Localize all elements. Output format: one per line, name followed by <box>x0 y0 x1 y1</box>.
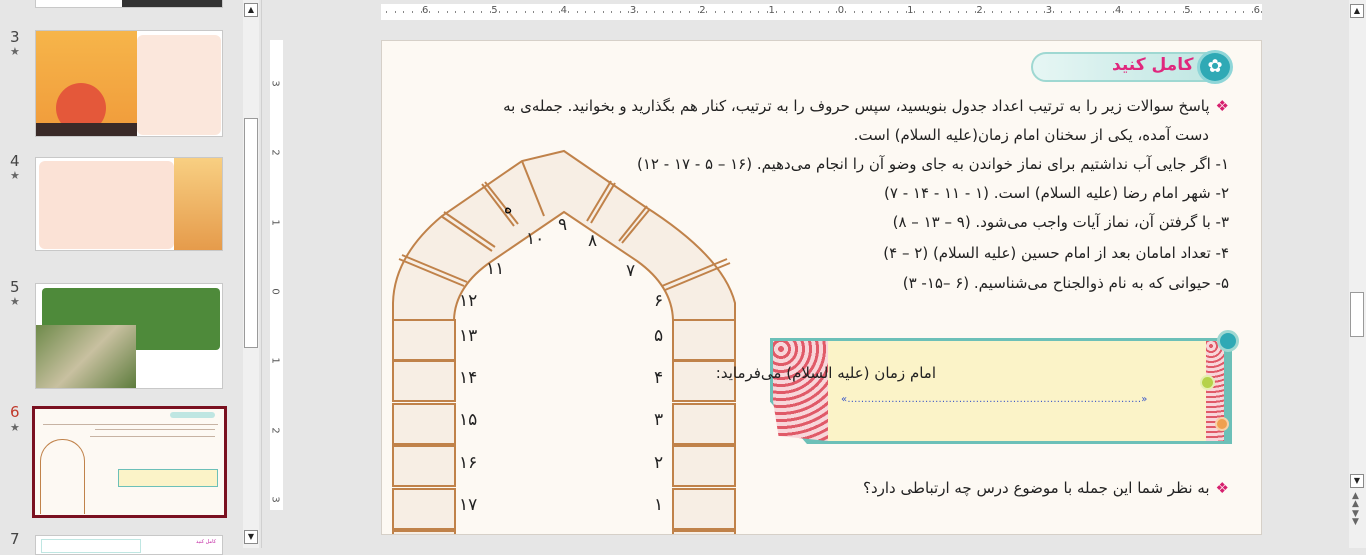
ruler-tick <box>481 11 482 13</box>
arch-number-7: ۷ <box>626 261 636 281</box>
arch-number-left: ۱۳ <box>459 326 478 346</box>
slide-thumbnail-3[interactable] <box>35 30 223 137</box>
ruler-tick <box>732 11 733 13</box>
ruler-tick <box>603 11 604 13</box>
ruler-tick <box>888 11 889 13</box>
ruler-tick <box>672 11 673 13</box>
ruler-tick <box>828 11 829 13</box>
arch-brick <box>393 446 455 486</box>
arch-brick <box>393 404 455 444</box>
ruler-label: 5 <box>1184 5 1191 16</box>
final-question <box>863 479 1229 497</box>
ruler-tick <box>1235 11 1236 13</box>
bullet-icon: ❖ <box>1215 97 1229 115</box>
ruler-tick <box>663 11 664 13</box>
ruler-tick <box>1001 11 1002 13</box>
slide-number: 6 <box>10 403 20 421</box>
arch-brick <box>673 489 735 529</box>
arch-top <box>393 151 735 320</box>
ruler-tick <box>1027 11 1028 13</box>
thumbnail-scrollbar[interactable] <box>243 0 259 548</box>
ruler-tick <box>464 11 465 13</box>
slide-thumbnail-6-selected[interactable] <box>32 406 227 518</box>
ruler-tick <box>594 11 595 13</box>
ruler-tick <box>447 11 448 13</box>
ruler-tick <box>412 11 413 13</box>
ruler-tick <box>1079 11 1080 13</box>
arch-puzzle <box>382 41 1262 535</box>
ruler-tick <box>1105 11 1106 13</box>
ruler-label: 1 <box>907 5 914 16</box>
arch-number-left: ۱۲ <box>459 291 478 311</box>
flower-gear-icon: ✿ <box>1197 50 1233 84</box>
ruler-tick <box>836 11 837 13</box>
question-3: ۳- با گرفتن آن، نماز آیات واجب می‌شود. (۹ – ۱۳ – ۸) <box>892 213 1229 231</box>
ruler-tick <box>880 11 881 13</box>
next-slide-icon[interactable]: ▼ ▼ <box>1352 509 1359 527</box>
ruler-tick <box>1087 11 1088 13</box>
arch-number-8: ۸ <box>588 231 598 251</box>
ruler-label: 3 <box>269 496 281 503</box>
ruler-tick <box>386 11 387 13</box>
ruler-tick <box>395 11 396 13</box>
slide-number: 7 <box>10 530 20 548</box>
ruler-label: 3 <box>269 80 281 87</box>
ruler-tick <box>784 11 785 13</box>
editor-scrollbar[interactable] <box>1349 0 1366 548</box>
arch-number-left: ۱۵ <box>459 410 478 430</box>
bullet-icon: ❖ <box>1215 479 1229 497</box>
arch-number-right: ۱ <box>654 495 664 515</box>
ruler-tick <box>1036 11 1037 13</box>
arch-number-right: ۵ <box>654 326 664 346</box>
arch-brick <box>393 531 455 535</box>
slide-thumbnail-7[interactable] <box>35 535 223 555</box>
slide-thumbnail-4[interactable] <box>35 157 223 251</box>
ruler-label: 4 <box>560 5 567 16</box>
question-5: ۵- حیوانی که به نام ذوالجناح می‌شناسیم. (۶ –۱۵- ۳) <box>902 274 1229 292</box>
arch-number-right: ۲ <box>654 453 664 473</box>
ruler-label: 1 <box>768 5 775 16</box>
ruler-tick <box>819 11 820 13</box>
ruler-tick <box>1191 11 1192 13</box>
slide-number: 3 <box>10 28 20 46</box>
flower-icon <box>1215 417 1229 431</box>
scroll-up-icon[interactable]: ▲ <box>1350 4 1364 18</box>
ruler-tick <box>1122 11 1123 13</box>
ruler-tick <box>750 11 751 13</box>
ruler-label: 4 <box>1115 5 1122 16</box>
ruler-tick <box>507 11 508 13</box>
arch-brick <box>393 320 455 360</box>
ruler-tick <box>1070 11 1071 13</box>
ruler-tick <box>1044 11 1045 13</box>
ruler-tick <box>421 11 422 13</box>
ruler-tick <box>1217 11 1218 13</box>
arch-brick <box>673 404 735 444</box>
slide-number: 4 <box>10 152 20 170</box>
ruler-tick <box>542 11 543 13</box>
ruler-tick <box>854 11 855 13</box>
ruler-label: 1 <box>269 218 281 226</box>
ruler-label: 2 <box>976 5 983 16</box>
arch-brick <box>673 446 735 486</box>
ruler-tick <box>429 11 430 13</box>
ruler-label: 3 <box>1045 5 1053 16</box>
arch-number-left: ۱۴ <box>459 368 478 388</box>
ruler-tick <box>1209 11 1210 13</box>
arch-number-9: ۹ <box>558 215 568 235</box>
ruler-tick <box>845 11 846 13</box>
ruler-tick <box>932 11 933 13</box>
filled-letter: ه <box>504 198 513 217</box>
ruler-tick <box>975 11 976 13</box>
arch-number-10: ۱۰ <box>526 229 545 249</box>
animation-star-icon: ★ <box>10 45 20 58</box>
ruler-tick <box>533 11 534 13</box>
ruler-tick <box>1139 11 1140 13</box>
ruler-tick <box>1096 11 1097 13</box>
final-question-text: به نظر شما این جمله با موضوع درس چه ارتباطی دارد؟ <box>863 479 1210 497</box>
question-2: ۲- شهر امام رضا (علیه السلام) است. (۱ - ۱۱ - ۱۴ - ۷) <box>884 184 1229 202</box>
ruler-tick <box>551 11 552 13</box>
ruler-tick <box>698 11 699 13</box>
ruler-tick <box>559 11 560 13</box>
ruler-tick <box>776 11 777 13</box>
quote-title: امام زمان (علیه السلام) می‌فرماید: <box>715 364 936 382</box>
ruler-tick <box>1131 11 1132 13</box>
arch-number-left: ۱۷ <box>459 495 478 515</box>
ruler-tick <box>455 11 456 13</box>
ruler-tick <box>516 11 517 13</box>
ruler-tick <box>620 11 621 13</box>
ruler-tick <box>1200 11 1201 13</box>
vertical-ruler[interactable] <box>270 40 283 510</box>
ruler-tick <box>1018 11 1019 13</box>
slide-thumbnail-5[interactable] <box>35 283 223 389</box>
ruler-tick <box>984 11 985 13</box>
ruler-tick <box>767 11 768 13</box>
ruler-tick <box>949 11 950 13</box>
arch-brick <box>673 531 735 535</box>
ruler-tick <box>810 11 811 13</box>
ruler-label: 5 <box>491 5 498 16</box>
ruler-tick <box>654 11 655 13</box>
ruler-tick <box>689 11 690 13</box>
ruler-label: 1 <box>269 357 281 364</box>
ruler-tick <box>438 11 439 13</box>
ruler-tick <box>1010 11 1011 13</box>
slide-number: 5 <box>10 278 20 296</box>
ruler-tick <box>680 11 681 13</box>
ruler-tick <box>646 11 647 13</box>
ruler-tick <box>906 11 907 13</box>
ruler-tick <box>1183 11 1184 13</box>
ruler-tick <box>966 11 967 13</box>
ruler-tick <box>724 11 725 13</box>
animation-star-icon: ★ <box>10 421 20 434</box>
scroll-down-icon[interactable]: ▼ <box>244 530 258 544</box>
ruler-tick <box>499 11 500 13</box>
quote-blank[interactable]: «.......................................................................................» <box>841 394 1148 405</box>
question-1: ۱- اگر جایی آب نداشتیم برای نماز خواندن به جای وضو آن را انجام می‌دهیم. (۱۶ – ۵ - ۱۷ - ۱۲) <box>637 155 1229 173</box>
ruler-tick <box>403 11 404 13</box>
slide-thumbnail-pane <box>0 0 262 548</box>
ruler-label: 3 <box>629 5 637 16</box>
ruler-tick <box>862 11 863 13</box>
ruler-tick <box>1174 11 1175 13</box>
ruler-label: 0 <box>837 5 845 16</box>
arch-brick <box>393 489 455 529</box>
slide-thumbnail-2[interactable] <box>35 0 223 8</box>
section-title: کامل کنید <box>1112 55 1194 75</box>
arch-number-right: ۶ <box>654 291 664 311</box>
ruler-tick <box>1226 11 1227 13</box>
ruler-tick <box>585 11 586 13</box>
ruler-tick <box>992 11 993 13</box>
ruler-tick <box>758 11 759 13</box>
ruler-tick <box>1148 11 1149 13</box>
ruler-tick <box>1053 11 1054 13</box>
ruler-tick <box>1061 11 1062 13</box>
ruler-tick <box>741 11 742 13</box>
instruction-line-2: دست آمده، یکی از سخنان امام زمان(علیه السلام) است. <box>853 126 1209 144</box>
arch-number-11: ۱۱ <box>486 259 505 279</box>
slide7-heading: کامل کنید <box>196 539 216 545</box>
quote-pattern-left <box>773 341 828 441</box>
arch-brick <box>673 320 735 360</box>
ruler-tick <box>490 11 491 13</box>
arch-number-right: ۴ <box>654 368 664 388</box>
previous-slide-icon[interactable]: ▲ ▲ <box>1352 491 1359 509</box>
ruler-tick <box>611 11 612 13</box>
arch-brick <box>393 361 455 401</box>
ruler-tick <box>1261 11 1262 13</box>
ruler-label: 2 <box>269 426 281 434</box>
ruler-tick <box>793 11 794 13</box>
flower-icon <box>1217 330 1239 352</box>
arch-number-right: ۳ <box>654 410 664 430</box>
scroll-up-icon[interactable]: ▲ <box>244 3 258 17</box>
ruler-tick <box>525 11 526 13</box>
question-4: ۴- تعداد امامان بعد از امام حسین (علیه السلام) (۲ – ۴) <box>883 244 1229 262</box>
ruler-tick <box>940 11 941 13</box>
animation-star-icon: ★ <box>10 295 20 308</box>
ruler-label: 0 <box>269 288 281 295</box>
ruler-tick <box>715 11 716 13</box>
ruler-tick <box>637 11 638 13</box>
ruler-tick <box>1252 11 1253 13</box>
ruler-tick <box>568 11 569 13</box>
instruction-text: پاسخ سوالات زیر را به ترتیب اعداد جدول بنویسید، سپس حروف را به ترتیب، کنار هم بگذارید و بخوانید. جمله‌ی به <box>503 97 1210 115</box>
ruler-tick <box>577 11 578 13</box>
ruler-tick <box>897 11 898 13</box>
quote-box <box>828 341 1206 441</box>
ruler-label: 2 <box>269 149 281 156</box>
ruler-tick <box>958 11 959 13</box>
ruler-tick <box>628 11 629 13</box>
scroll-down-icon[interactable]: ▼ <box>1350 474 1364 488</box>
slide-canvas[interactable] <box>381 40 1262 535</box>
arch-number-left: ۱۶ <box>459 453 478 473</box>
ruler-tick <box>871 11 872 13</box>
ruler-tick <box>1165 11 1166 13</box>
ruler-label: 6 <box>422 5 429 16</box>
ruler-label: 2 <box>699 5 706 16</box>
flower-icon <box>1200 375 1215 390</box>
horizontal-ruler[interactable] <box>381 4 1262 20</box>
ruler-tick <box>1243 11 1244 13</box>
ruler-tick <box>802 11 803 13</box>
animation-star-icon: ★ <box>10 169 20 182</box>
ruler-tick <box>473 11 474 13</box>
ruler-tick <box>1157 11 1158 13</box>
scrollbar-thumb[interactable] <box>1350 292 1364 337</box>
scrollbar-thumb[interactable] <box>244 118 258 348</box>
ruler-label: 6 <box>1253 5 1260 16</box>
ruler-tick <box>1113 11 1114 13</box>
ruler-tick <box>914 11 915 13</box>
ruler-tick <box>923 11 924 13</box>
ruler-tick <box>706 11 707 13</box>
